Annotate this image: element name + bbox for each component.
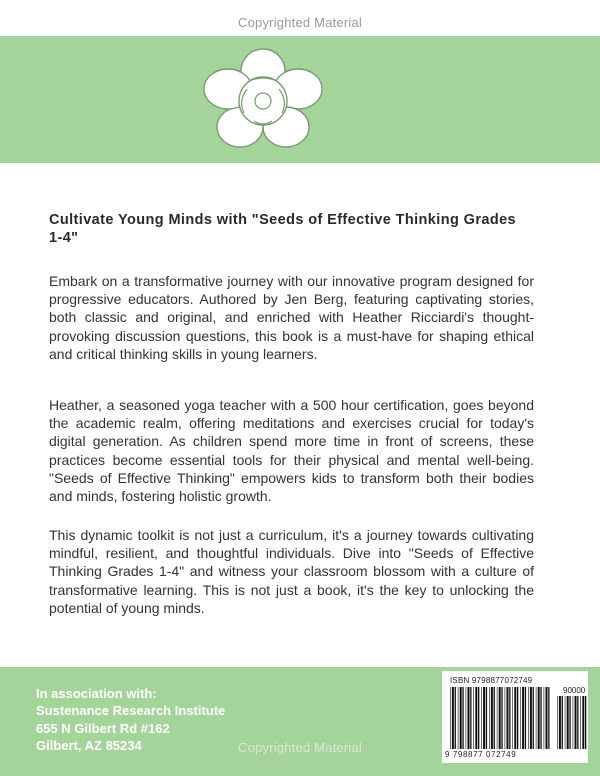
association-street: 655 N Gilbert Rd #162 <box>36 720 170 736</box>
description-paragraph-1: Embark on a transformative journey with our innovative program designed for progressive educators. Authored by Jen Berg, featuring captivating stories, both classic and original, and enriched with Heather Ricciardi's thought-provoking discussion questions, this book is a must-have for shaping ethical and critical thinking skills in young learners. <box>49 273 534 362</box>
description-paragraph-2: Heather, a seasoned yoga teacher with a 500 hour certification, goes beyond the academic realm, offering meditations and exercises crucial for today's digital generation. As children spend more time in front of screens, these practices become essential tools for their physical and mental well-being. "Seeds of Effective Thinking" empowers kids to transform both their bodies and minds, fostering holistic growth. <box>49 397 534 505</box>
flower-icon <box>194 45 332 155</box>
association-label: In association with: <box>36 686 157 701</box>
association-city: Gilbert, AZ 85234 <box>36 738 142 754</box>
copyright-watermark-bottom: Copyrighted Material <box>238 740 362 755</box>
association-institute: Sustenance Research Institute <box>36 703 226 719</box>
back-cover-heading: Cultivate Young Minds with "Seeds of Effective Thinking Grades 1-4" <box>49 212 517 246</box>
isbn-label: ISBN 9798877072749 <box>450 676 533 685</box>
description-paragraph-3: This dynamic toolkit is not just a curriculum, it's a journey towards cultivating mindful, resilient, and thoughtful individuals. Dive into "Seeds of Effective Thinking Grades 1-4" and witness your classroom blossom with a culture of transformative learning. This is not just a book, it's the key to unlocking the potential of young minds. <box>49 527 534 616</box>
price-code: 90000 <box>563 686 586 695</box>
copyright-watermark-top: Copyrighted Material <box>238 15 362 30</box>
barcode-number: 9 798877 072749 <box>445 750 517 759</box>
